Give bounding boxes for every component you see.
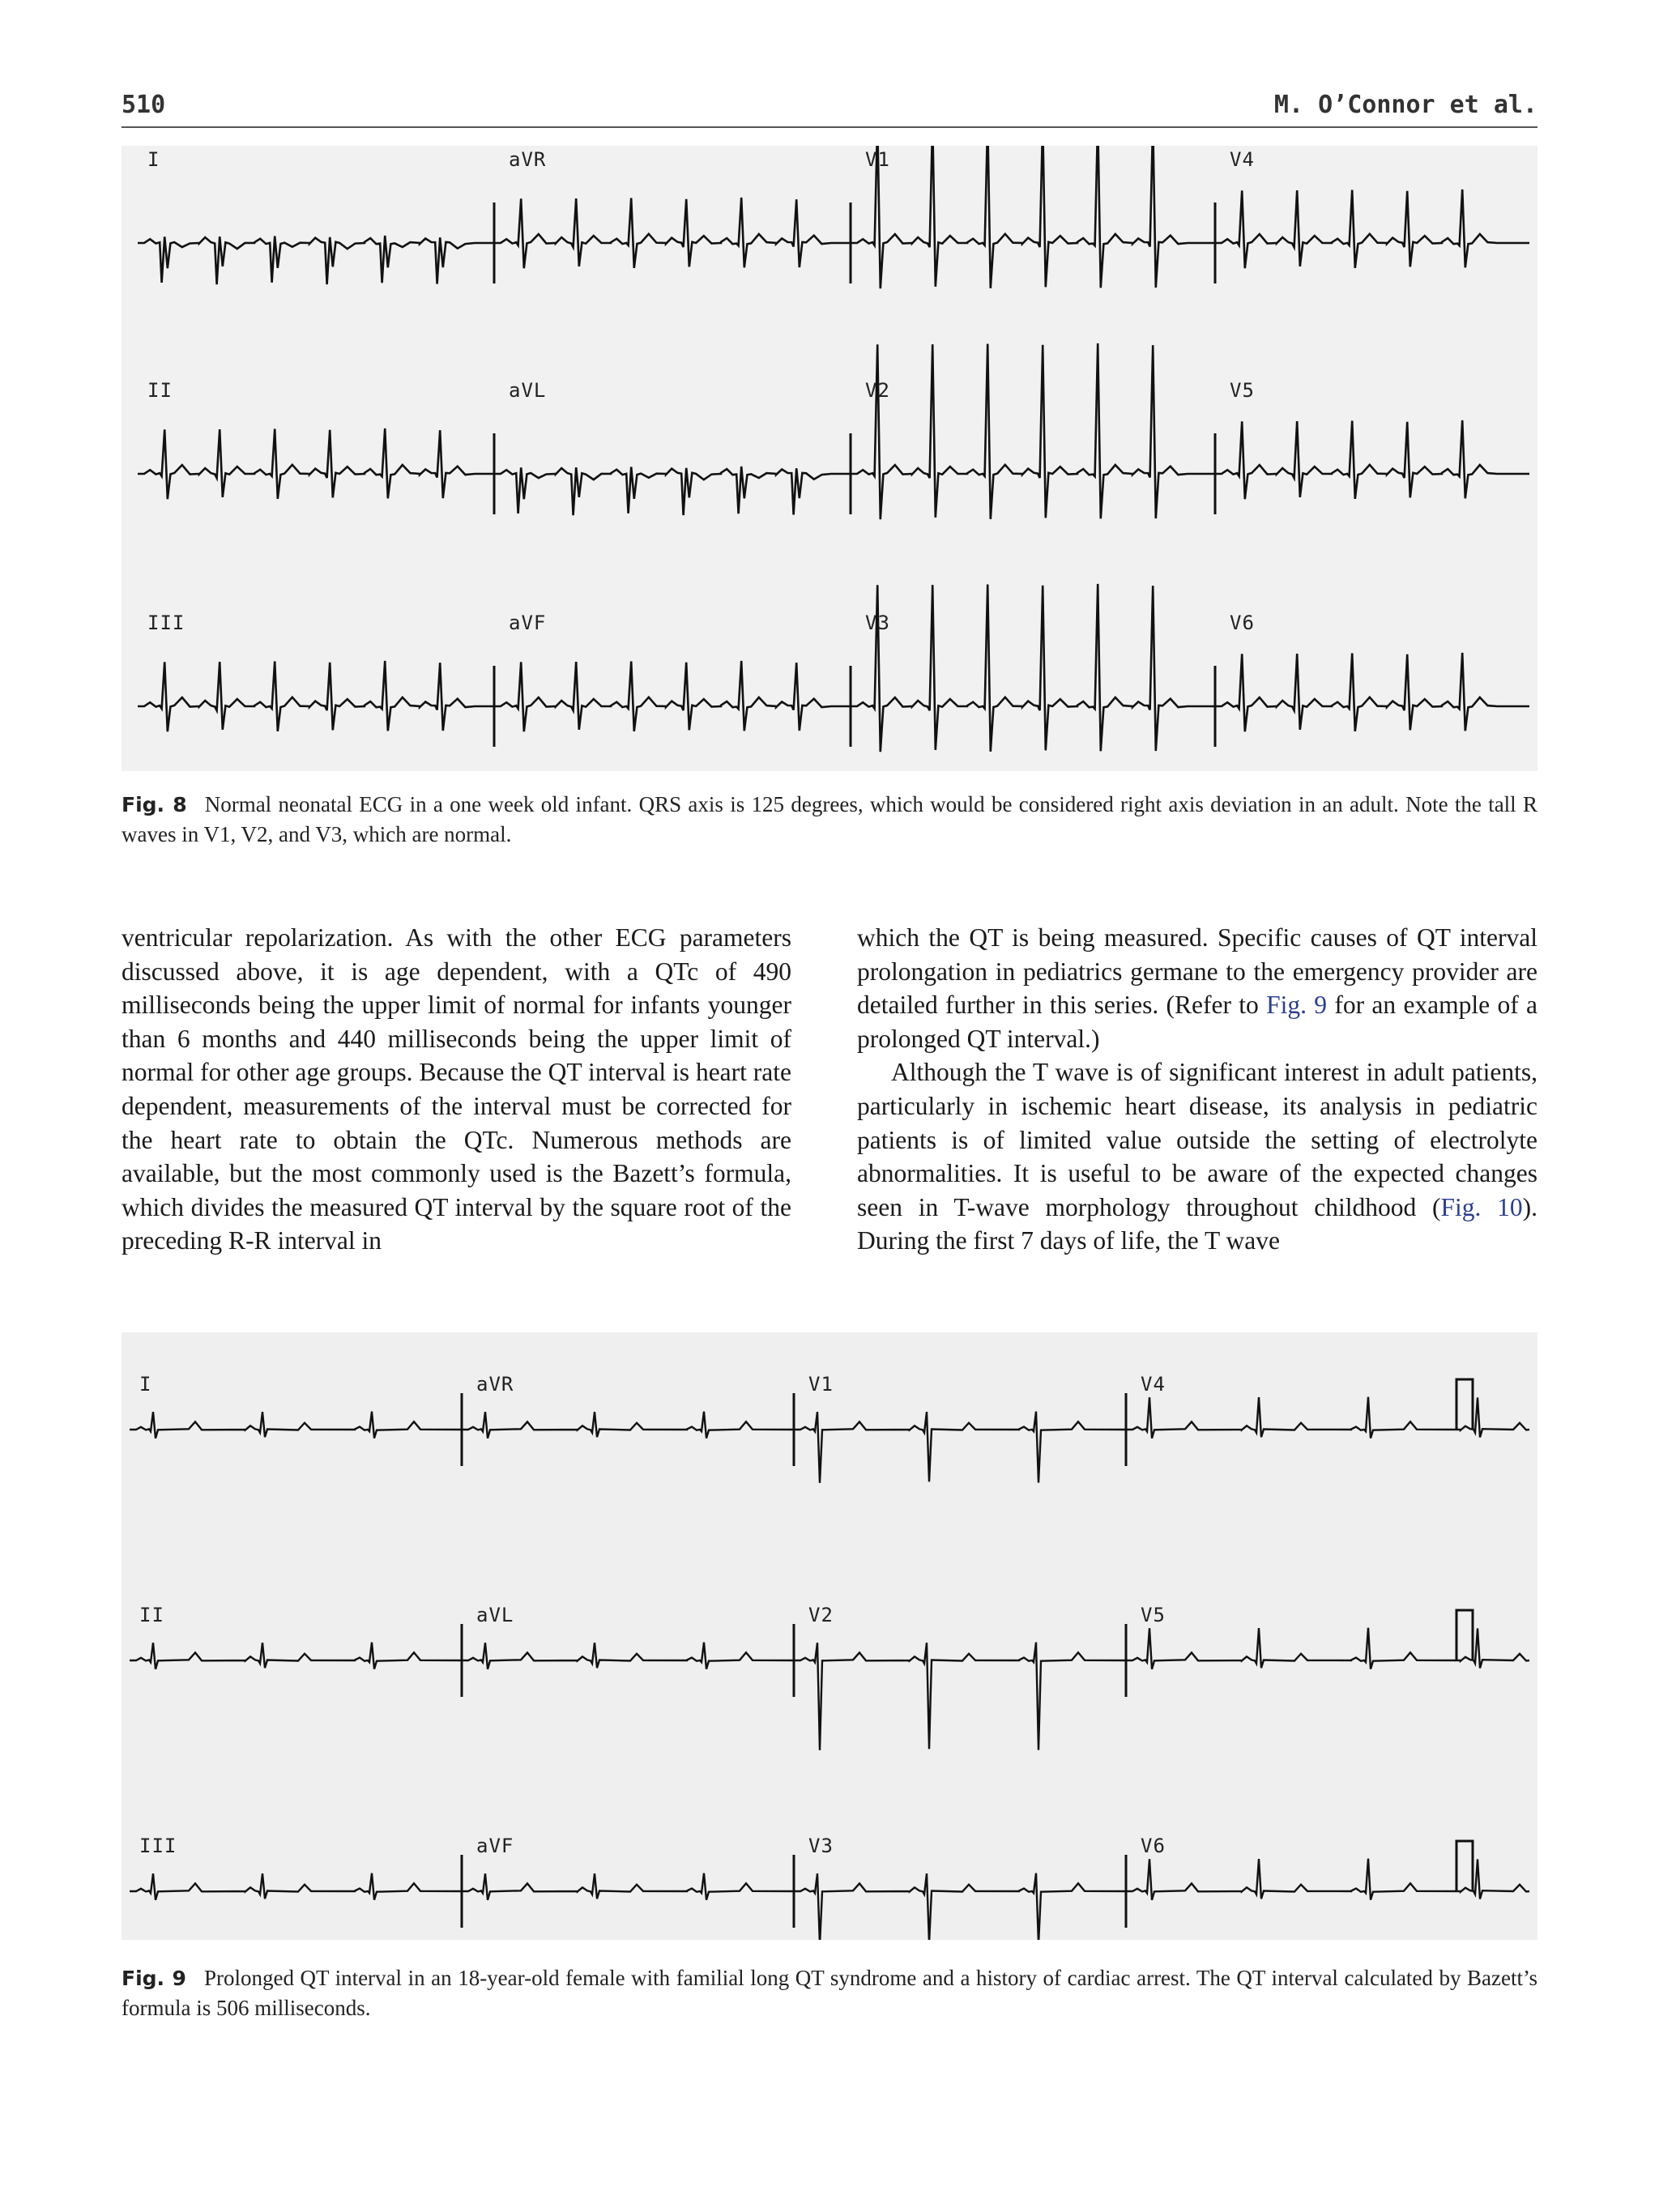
lead-label: V2 (808, 1604, 834, 1626)
body-column-left (122, 921, 791, 1258)
fig8-ecg-image (122, 146, 1537, 771)
fig8-label: Fig. 8 (122, 793, 187, 816)
lead-label: aVR (476, 1373, 514, 1396)
lead-label: aVL (509, 379, 547, 402)
text-run: which the QT is being measured. Specific causes of QT interval prolongation in pediatrics germane to the emergency provider are detailed further in this series. (Refer to (857, 923, 1537, 1020)
lead-label: aVF (509, 612, 547, 634)
lead-label: II (139, 1604, 164, 1626)
lead-label: V6 (1230, 612, 1255, 634)
lead-label: V6 (1141, 1835, 1166, 1857)
running-author: M. O’Connor et al. (1273, 91, 1537, 119)
body-column-right (857, 921, 1537, 1258)
fig9-ecg-image (122, 1332, 1537, 1940)
fig9-ecg-tracing (122, 1332, 1537, 1940)
lead-label: V5 (1230, 379, 1255, 402)
lead-label: V3 (865, 612, 890, 634)
fig9-caption-text: Prolonged QT interval in an 18-year-old female with familial long QT syndrome and a history of cardiac arrest. The QT interval calculated by Bazett’s formula is 506 milliseconds. (122, 1966, 1537, 2020)
text-run: ). During the first 7 days of life, the T wave (857, 1192, 1537, 1255)
lead-label: I (139, 1373, 152, 1396)
lead-label: I (147, 148, 160, 171)
lead-label: aVR (509, 148, 547, 171)
fig8-caption-text: Normal neonatal ECG in a one week old infant. QRS axis is 125 degrees, which would be considered right axis deviation in an adult. Note the tall R waves in V1, V2, and V3, which are normal. (122, 792, 1537, 846)
body-paragraph: ventricular repolarization. As with the other ECG parameters discussed above, it is age dependent, with a QTc of 490 milliseconds being the upper limit of normal for infants younger than 6 months and 440 milliseconds being the upper limit of normal for other age groups. Because the QT interval is heart rate dependent, measurements of the interval must be corrected for the heart rate to obtain the QTc. Numerous methods are available, but the most commonly used is the Bazett’s formula, which divides the measured QT interval by the square root of the preceding R-R interval in (122, 923, 791, 1255)
lead-label: II (147, 379, 173, 402)
lead-label: V3 (808, 1835, 834, 1857)
body-paragraph (857, 921, 1537, 1055)
running-header (122, 84, 1537, 128)
fig9-caption (122, 1963, 1537, 2023)
text-run: Although the T wave is of significant interest in adult patients, particularly in ischemic heart disease, its analysis in pediatric patients is of limited value outside the setting of electrolyte abnormalities. It is useful to be aware of the expected changes seen in T-wave morphology throughout childhood ( (857, 1058, 1537, 1221)
body-paragraph (857, 1055, 1537, 1258)
text-run: for an example of a prolonged QT interval.) (857, 991, 1537, 1053)
lead-label: V1 (865, 148, 890, 171)
lead-label: III (139, 1835, 177, 1857)
fig8-ecg-tracing (122, 146, 1537, 771)
lead-label: aVL (476, 1604, 514, 1626)
fig9-link[interactable]: Fig. 9 (1266, 991, 1328, 1020)
fig10-link[interactable]: Fig. 10 (1440, 1192, 1523, 1221)
fig9-label: Fig. 9 (122, 1967, 186, 1990)
lead-label: V5 (1141, 1604, 1166, 1626)
fig8-caption (122, 790, 1537, 850)
lead-label: V4 (1141, 1373, 1166, 1396)
lead-label: V4 (1230, 148, 1255, 171)
lead-label: V1 (808, 1373, 834, 1396)
lead-label: V2 (865, 379, 890, 402)
page-number: 510 (122, 91, 166, 119)
lead-label: aVF (476, 1835, 514, 1857)
lead-label: III (147, 612, 186, 634)
